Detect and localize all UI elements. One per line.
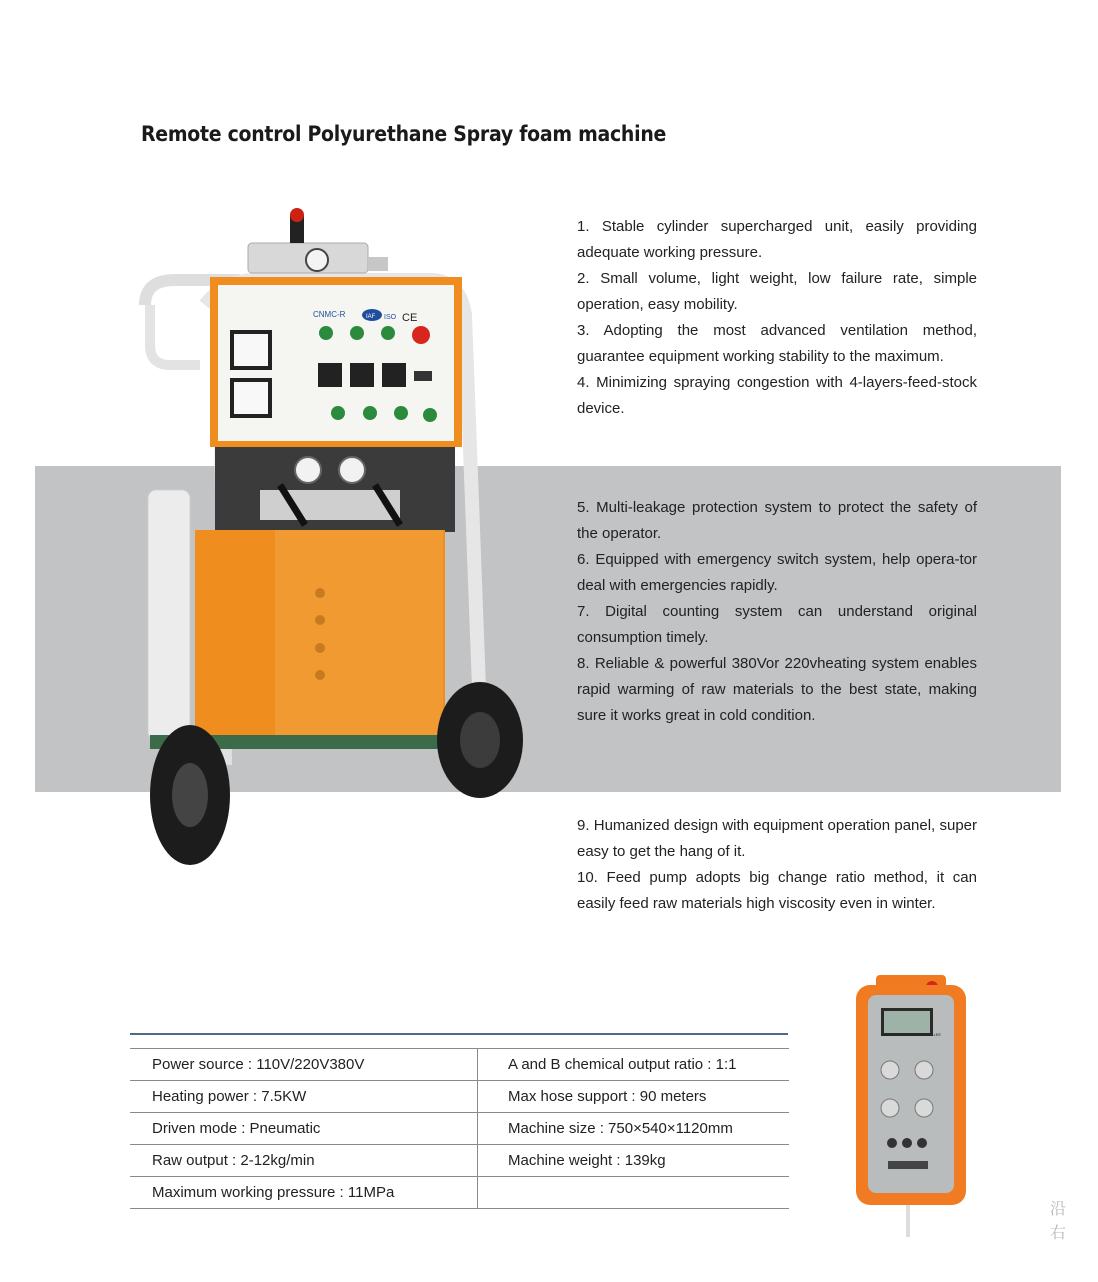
- feature-item: 3. Adopting the most advanced ventilation method, guarantee equipment working stability to the maximum.: [577, 322, 977, 365]
- feature-item: 10. Feed pump adopts big change ratio method, it can easily feed raw materials high viscosity even in winter.: [577, 869, 977, 912]
- feature-item: 8. Reliable & powerful 380Vor 220vheating system enables rapid warming of raw materials to the best state, making sure it works great in cold condition.: [577, 655, 977, 724]
- spec-table-accent-line: [130, 1033, 788, 1035]
- feature-list-3: [577, 813, 977, 917]
- page-title: Remote control Polyurethane Spray foam machine: [141, 122, 667, 146]
- table-row: [130, 1145, 789, 1177]
- feature-item: 9. Humanized design with equipment operation panel, super easy to get the hang of it.: [577, 817, 977, 860]
- cert-label-iso: ISO: [384, 314, 397, 321]
- table-row: [130, 1177, 789, 1209]
- feature-item: 6. Equipped with emergency switch system, help opera-tor deal with emergencies rapidly.: [577, 551, 977, 594]
- spec-cell: Machine size : 750×540×1120mm: [478, 1113, 790, 1145]
- spec-cell: Max hose support : 90 meters: [478, 1081, 790, 1113]
- feature-list-2: [577, 495, 977, 729]
- feature-list-1: [577, 214, 977, 422]
- remote-label: INDUSTRY REMOTE CONTROLLER: [882, 1033, 941, 1037]
- spec-cell: A and B chemical output ratio : 1:1: [478, 1049, 790, 1081]
- spec-table: [130, 1048, 789, 1209]
- feature-item: 7. Digital counting system can understand original consumption timely.: [577, 603, 977, 646]
- cert-label-iaf: IAF: [366, 314, 376, 320]
- remote-controller-image: [848, 975, 973, 1240]
- feature-item: 4. Minimizing spraying congestion with 4-layers-feed-stock device.: [577, 374, 977, 417]
- spray-foam-machine-image: [130, 205, 540, 875]
- spec-cell: Driven mode : Pneumatic: [130, 1113, 478, 1145]
- spec-cell: Machine weight : 139kg: [478, 1145, 790, 1177]
- spec-cell: [478, 1177, 790, 1209]
- cert-label-ce: CE: [402, 312, 418, 324]
- corner-watermark: 沿 右: [1050, 1201, 1067, 1242]
- feature-item: 1. Stable cylinder supercharged unit, easily providing adequate working pressure.: [577, 218, 977, 261]
- spec-cell: Maximum working pressure : 11MPa: [130, 1177, 478, 1209]
- feature-item: 2. Small volume, light weight, low failure rate, simple operation, easy mobility.: [577, 270, 977, 313]
- spec-cell: Raw output : 2-12kg/min: [130, 1145, 478, 1177]
- spec-cell: Heating power : 7.5KW: [130, 1081, 478, 1113]
- table-row: [130, 1081, 789, 1113]
- table-row: [130, 1049, 789, 1081]
- feature-item: 5. Multi-leakage protection system to protect the safety of the operator.: [577, 499, 977, 542]
- panel-brand-label: CNMC-R: [313, 310, 346, 319]
- table-row: [130, 1113, 789, 1145]
- spec-cell: Power source : 110V/220V380V: [130, 1049, 478, 1081]
